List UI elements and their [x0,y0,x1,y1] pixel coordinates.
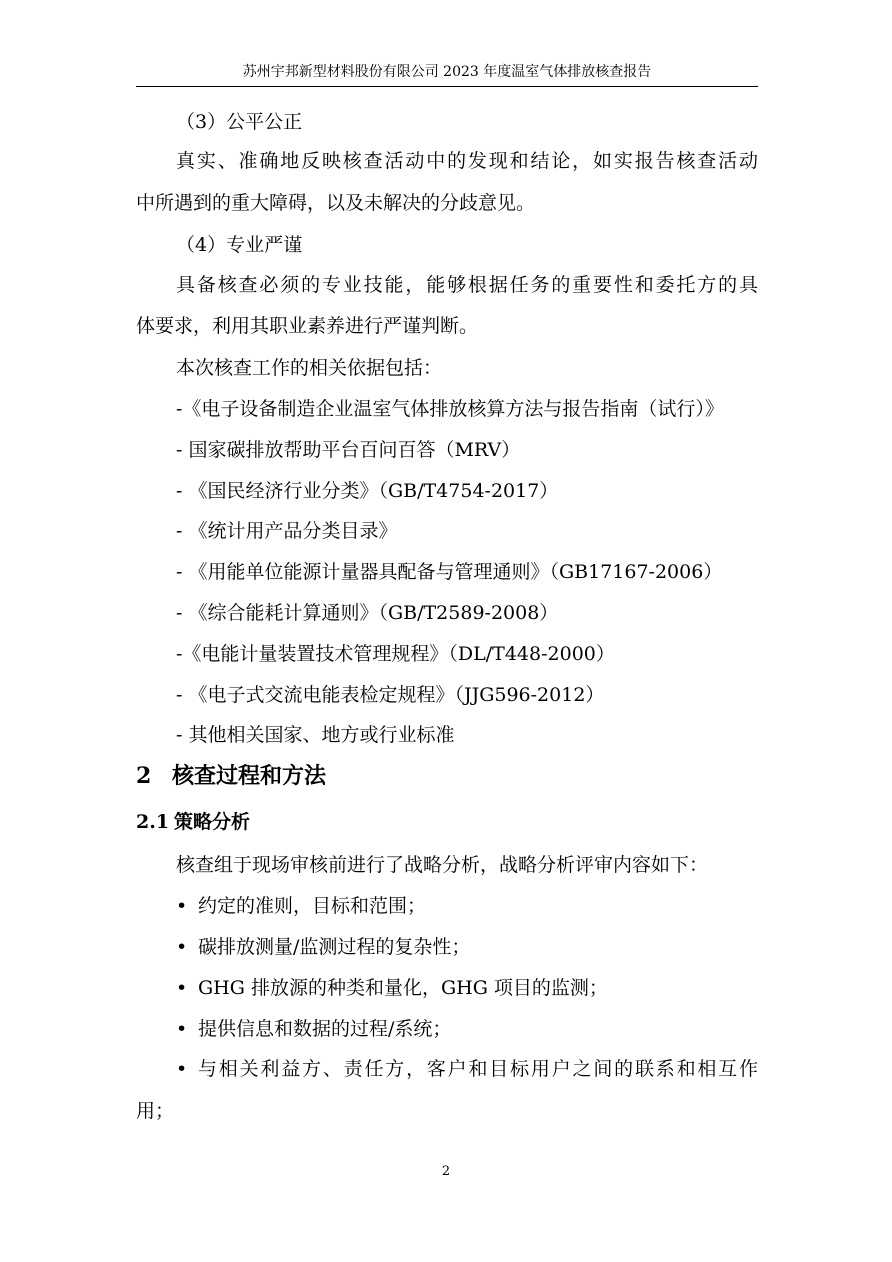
bullet-icon: • [176,936,188,958]
strategy-bullet-text: 与相关利益方、责任方，客户和目标用户之间的联系和相互作 [198,1058,758,1080]
strategy-bullet [176,934,470,960]
section-2-1-number: 2.1 [136,811,170,833]
principle-4-heading: （4）专业严谨 [176,234,303,256]
basis-item: - 《用能单位能源计量器具配备与管理通则》（GB17167-2006） [176,561,723,583]
basis-item: - 《综合能耗计算通则》（GB/T2589-2008） [176,602,559,624]
strategy-bullet [176,893,426,919]
section-2-title: 核查过程和方法 [172,763,327,789]
basis-item: - 《电子式交流电能表检定规程》（JJG596-2012） [176,684,605,706]
section-2-number: 2 [136,763,152,789]
principle-3-body-line-2: 中所遇到的重大障碍，以及未解决的分歧意见。 [136,192,536,214]
section-2-heading [136,762,326,790]
strategy-bullet [176,975,608,1001]
strategy-intro: 核查组于现场审核前进行了战略分析，战略分析评审内容如下： [176,854,709,876]
strategy-bullet-last-continuation: 用； [136,1100,175,1122]
principle-3-body-line-1: 真实、准确地反映核查活动中的发现和结论，如实报告核查活动 [176,150,758,172]
section-2-1-title: 策略分析 [174,811,251,833]
header-rule [136,86,758,87]
strategy-bullet-text: 约定的准则，目标和范围； [198,895,427,917]
bullet-icon: • [176,1058,188,1080]
principle-4-body-line-1: 具备核查必须的专业技能，能够根据任务的重要性和委托方的具 [176,274,758,296]
strategy-bullet-text: GHG 排放源的种类和量化，GHG 项目的监测； [198,977,608,999]
bullet-icon: • [176,977,188,999]
basis-item: - 其他相关国家、地方或行业标准 [176,724,455,746]
principle-3-heading: （3）公平公正 [176,111,303,133]
section-2-1-heading [136,809,250,835]
basis-item: - 国家碳排放帮助平台百问百答（MRV） [176,439,521,461]
strategy-bullet-text: 碳排放测量/监测过程的复杂性； [198,936,471,958]
bullet-icon: • [176,1018,188,1040]
principle-4-body-line-2: 体要求，利用其职业素养进行严谨判断。 [136,315,479,337]
bullet-icon: • [176,895,188,917]
basis-item: - 《国民经济行业分类》（GB/T4754-2017） [176,480,559,502]
basis-intro: 本次核查工作的相关依据包括： [176,357,443,379]
strategy-bullet-last [176,1056,758,1082]
page-number: 2 [441,1164,451,1179]
strategy-bullet [176,1016,451,1042]
basis-item: -《电能计量装置技术管理规程》（DL/T448-2000） [176,643,615,665]
running-header: 苏州宇邦新型材料股份有限公司 2023 年度温室气体排放核查报告 [242,64,652,80]
basis-item: -《电子设备制造企业温室气体排放核算方法与报告指南（试行）》 [176,398,724,420]
strategy-bullet-text: 提供信息和数据的过程/系统； [198,1018,452,1040]
basis-item: - 《统计用产品分类目录》 [176,520,398,542]
